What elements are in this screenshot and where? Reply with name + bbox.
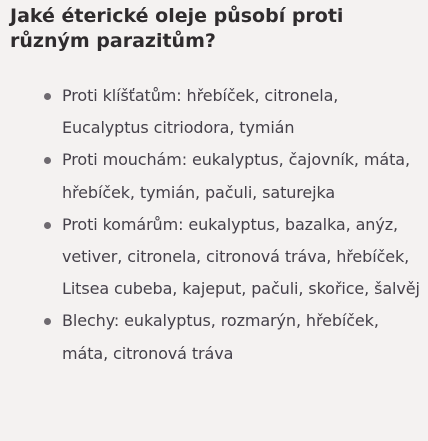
list-item-text: Blechy: eukalyptus, rozmarýn, hřebíček, máta, citronová tráva — [62, 311, 379, 363]
bullet-dot — [44, 157, 51, 164]
bullet-dot — [44, 93, 51, 100]
bullet-dot — [44, 318, 51, 325]
list-item-mosquitoes — [42, 209, 420, 306]
list-item-fleas — [42, 305, 420, 369]
list-item-text: Proti mouchám: eukalyptus, čajovník, máta, hřebíček, tymián, pačuli, saturejka — [62, 150, 410, 202]
parasite-oil-list — [42, 80, 420, 370]
section-heading: Jaké éterické oleje působí proti různým parazitům? — [10, 5, 344, 52]
bullet-dot — [44, 222, 51, 229]
list-item-flies — [42, 144, 420, 208]
list-item-ticks — [42, 80, 420, 144]
list-item-text: Proti komárům: eukalyptus, bazalka, anýz, vetiver, citronela, citronová tráva, hřebíček, Litsea cubeba, kajeput, pačuli, skořice, šalvěj — [62, 214, 420, 299]
list-item-text: Proti klíšťatům: hřebíček, citronela, Eucalyptus citriodora, tymián — [62, 86, 339, 138]
